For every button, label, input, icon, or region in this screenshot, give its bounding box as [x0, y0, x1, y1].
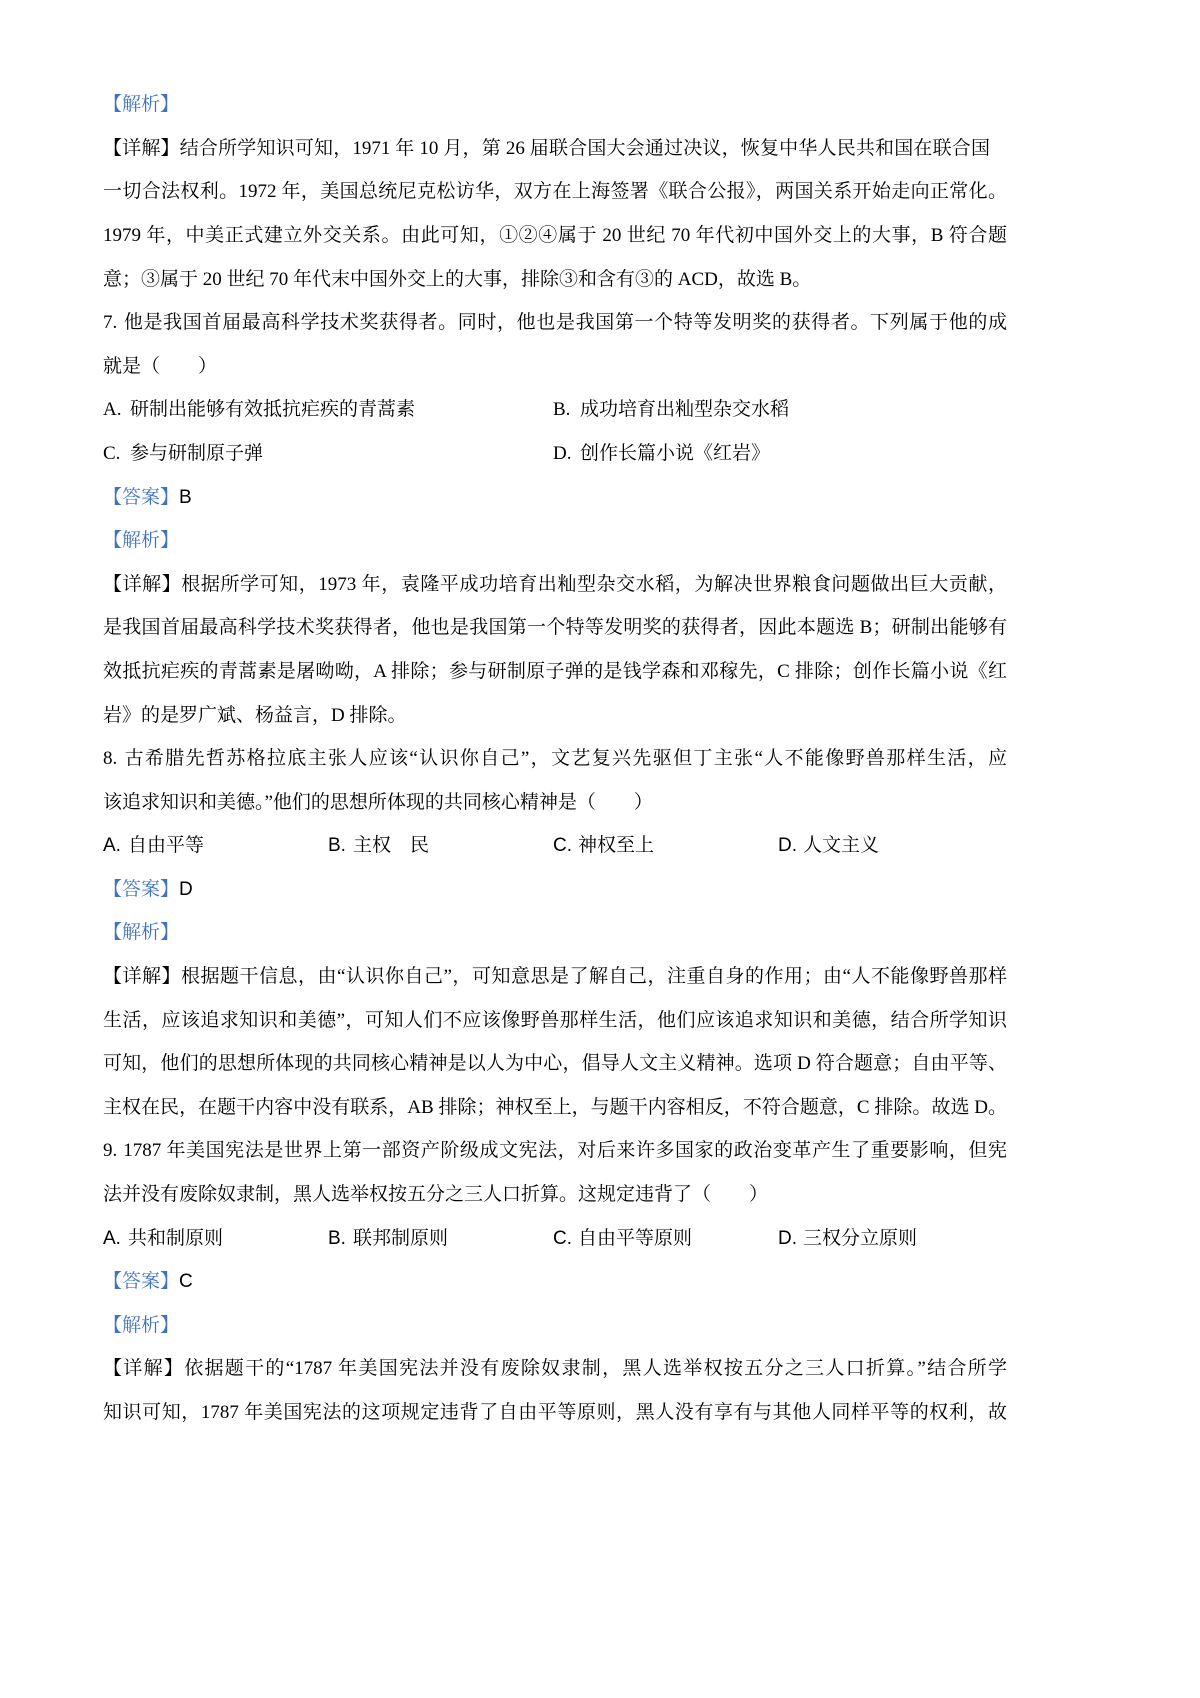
question-stem-text: 就是（ ） [103, 355, 218, 377]
detail-line [103, 694, 1007, 738]
detail-text: 根据题干信息，由“认识你自己”，可知意思是了解自己，注重自身的作用；由“人不能像野兽那样 [181, 966, 1007, 988]
options-row [103, 824, 1007, 868]
detail-line [103, 955, 1007, 999]
question-stem-line [103, 1129, 1007, 1173]
option-letter: C. [553, 1227, 572, 1249]
analysis-line [103, 911, 1007, 955]
option-text: 创作长篇小说《红岩》 [580, 442, 771, 464]
option-text: 联邦制原则 [353, 1227, 449, 1249]
option-text: 成功培育出籼型杂交水稻 [580, 399, 790, 421]
answer-line [103, 476, 1007, 520]
option-d [553, 432, 1003, 476]
detail-text: 生活，应该追求知识和美德”，可知人们不应该像野兽那样生活，他们应该追求知识和美德，结合所学知识 [103, 1009, 1007, 1031]
detail-label: 【详解】 [103, 573, 182, 595]
detail-line [103, 999, 1007, 1043]
option-letter: A. [103, 835, 121, 857]
detail-line [103, 650, 1007, 694]
answer-value: B [179, 486, 192, 508]
detail-line [103, 563, 1007, 607]
analysis-line [103, 83, 1007, 127]
answer-line [103, 1260, 1007, 1304]
detail-text: 1979 年，中美正式建立外交关系。由此可知，①②④属于 20 世纪 70 年代初中国外交上的大事，B 符合题 [103, 224, 1007, 246]
analysis-label: 【解析】 [103, 922, 180, 944]
question-stem-text: 法并没有废除奴隶制，黑人选举权按五分之三人口折算。这规定违背了（ ） [103, 1184, 769, 1206]
option-c [553, 1217, 778, 1261]
analysis-label: 【解析】 [103, 1314, 180, 1336]
option-a [103, 388, 553, 432]
question-stem-line [103, 345, 1007, 389]
option-text: 三权分立原则 [803, 1227, 918, 1249]
option-letter: D. [553, 442, 572, 464]
detail-label: 【详解】 [103, 966, 182, 988]
answer-label: 【答案】 [103, 878, 180, 900]
analysis-line [103, 519, 1007, 563]
answer-line [103, 868, 1007, 912]
analysis-line [103, 1304, 1007, 1348]
option-b [553, 388, 1003, 432]
question-stem-line [103, 1173, 1007, 1217]
option-a [103, 824, 328, 868]
detail-text: 知识可知，1787 年美国宪法的这项规定违背了自由平等原则，黑人没有享有与其他人同样平等的权利，故 [103, 1402, 1007, 1423]
detail-line [103, 127, 990, 171]
question-number: 7. [103, 312, 118, 334]
question-stem-text: 他是我国首届最高科学技术奖获得者。同时，他也是我国第一个特等发明奖的获得者。下列属于他的成 [123, 312, 1007, 334]
question-stem-text: 该追求知识和美德。”他们的思想所体现的共同核心精神是（ ） [103, 791, 653, 813]
question-number: 8. [103, 748, 118, 770]
question-stem-line [103, 781, 1007, 825]
option-letter: B. [553, 399, 571, 421]
analysis-label: 【解析】 [103, 94, 180, 116]
option-c [103, 432, 553, 476]
detail-line [103, 258, 1007, 302]
detail-text: 一切合法权利。1972 年，美国总统尼克松访华，双方在上海签署《联合公报》，两国关系开始走向正常化。 [103, 181, 1007, 203]
detail-line [103, 606, 1007, 650]
detail-text: 依据题干的“1787 年美国宪法并没有废除奴隶制，黑人选举权按五分之三人口折算。”结合所学 [184, 1358, 1007, 1380]
detail-line [103, 1347, 1007, 1391]
detail-line [103, 170, 1007, 214]
option-d [778, 1217, 1003, 1261]
option-letter: D. [778, 1227, 797, 1249]
detail-text: 结合所学知识可知，1971 年 10 月，第 26 届联合国大会通过决议，恢复中华人民共和国在联合国 [179, 137, 990, 159]
option-text: 参与研制原子弹 [130, 442, 264, 464]
analysis-label: 【解析】 [103, 530, 180, 552]
detail-line [103, 1042, 1007, 1086]
question-stem-line [103, 737, 1007, 781]
option-d [778, 824, 1003, 868]
detail-label: 【详解】 [103, 137, 180, 159]
detail-text: 可知，他们的思想所体现的共同核心精神是以人为中心，倡导人文主义精神。选项 D 符合题意；自由平等、 [103, 1053, 1007, 1075]
detail-text: 意；③属于 20 世纪 70 年代末中国外交上的大事，排除③和含有③的 ACD，故选 B。 [103, 268, 812, 290]
options-row [103, 1217, 1007, 1261]
option-letter: A. [103, 399, 122, 421]
option-c [553, 824, 778, 868]
question-number: 9. [103, 1140, 118, 1162]
option-letter: C. [103, 442, 121, 464]
detail-text: 岩》的是罗广斌、杨益言，D 排除。 [103, 704, 407, 726]
detail-text: 是我国首届最高科学技术奖获得者，他也是我国第一个特等发明奖的获得者，因此本题选 B；研制出能够有 [103, 617, 1007, 639]
option-letter: C. [553, 835, 572, 857]
option-text: 神权至上 [578, 835, 655, 857]
question-stem-text: 古希腊先哲苏格拉底主张人应该“认识你自己”，文艺复兴先驱但丁主张“人不能像野兽那样生活，应 [123, 748, 1007, 770]
question-stem-text: 1787 年美国宪法是世界上第一部资产阶级成文宪法，对后来许多国家的政治变革产生了重要影响，但宪 [123, 1140, 1007, 1162]
detail-label: 【详解】 [103, 1358, 185, 1380]
option-letter: A. [103, 1227, 121, 1249]
option-b [328, 824, 553, 868]
option-text: 共和制原则 [128, 1227, 224, 1249]
answer-label: 【答案】 [103, 1271, 180, 1293]
detail-text: 根据所学可知，1973 年，袁隆平成功培育出籼型杂交水稻，为解决世界粮食问题做出巨大贡献， [181, 573, 1007, 595]
options-row [103, 432, 1007, 476]
option-letter: B. [328, 1227, 346, 1249]
answer-label: 【答案】 [103, 486, 180, 508]
detail-line [103, 1391, 1007, 1435]
answer-value: D [179, 878, 193, 900]
option-text: 人文主义 [803, 835, 880, 857]
document-content [103, 83, 1007, 1434]
question-stem-line [103, 301, 1007, 345]
option-text: 自由平等原则 [578, 1227, 693, 1249]
option-b [328, 1217, 553, 1261]
option-text: 主权 民 [353, 835, 430, 857]
detail-text: 主权在民，在题干内容中没有联系，AB 排除；神权至上，与题干内容相反，不符合题意，C 排除。故选 D。 [103, 1096, 1007, 1118]
option-letter: D. [778, 835, 797, 857]
detail-line [103, 1086, 1007, 1130]
options-row [103, 388, 1007, 432]
detail-line [103, 214, 1007, 258]
option-text: 自由平等 [128, 835, 205, 857]
option-text: 研制出能够有效抵抗疟疾的青蒿素 [130, 399, 416, 421]
option-a [103, 1217, 328, 1261]
answer-value: C [179, 1271, 193, 1293]
detail-text: 效抵抗疟疾的青蒿素是屠呦呦，A 排除；参与研制原子弹的是钱学森和邓稼先，C 排除；创作长篇小说《红 [103, 660, 1007, 682]
option-letter: B. [328, 835, 346, 857]
